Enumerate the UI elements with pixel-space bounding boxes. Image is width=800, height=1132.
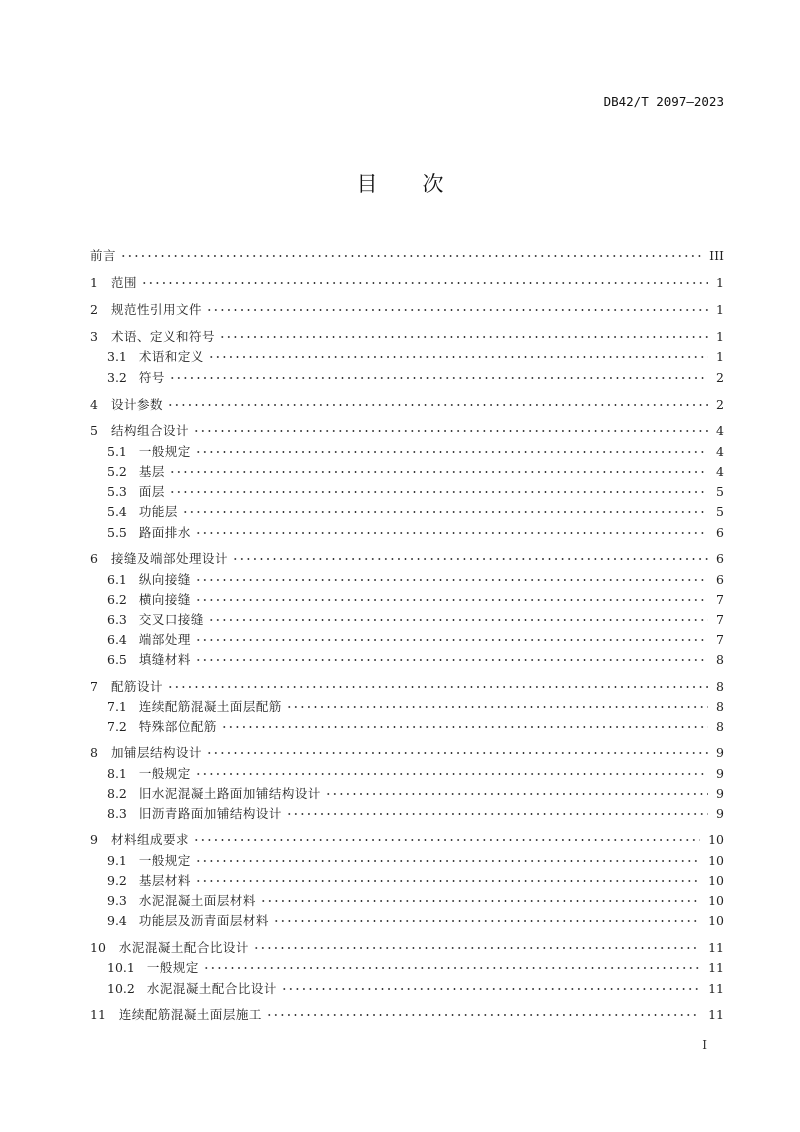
toc-entry[interactable] xyxy=(107,500,724,519)
toc-entry[interactable] xyxy=(90,419,724,438)
toc-entry-page[interactable]: 11 xyxy=(708,960,724,975)
dot-leader xyxy=(195,648,708,664)
toc-entry[interactable] xyxy=(90,547,724,566)
dot-leader xyxy=(182,500,708,516)
dot-leader xyxy=(193,828,700,844)
toc-entry[interactable] xyxy=(107,628,724,647)
toc-entry-label[interactable]: 填缝材料 xyxy=(138,652,191,667)
toc-entry-page[interactable]: 6 xyxy=(716,572,724,587)
toc-entry-label[interactable]: 基层 xyxy=(138,464,165,479)
dot-leader xyxy=(232,547,708,563)
toc-entry-page[interactable]: 4 xyxy=(716,423,724,438)
toc-entry-label[interactable]: 接缝及端部处理设计 xyxy=(110,551,228,566)
dot-leader xyxy=(195,440,708,456)
toc-entry-page[interactable]: 11 xyxy=(708,981,724,996)
dot-leader xyxy=(206,298,708,314)
toc-entry[interactable] xyxy=(107,909,724,928)
toc-entry[interactable] xyxy=(107,889,724,908)
toc-entry-page[interactable]: 6 xyxy=(716,525,724,540)
toc-entry-page[interactable]: 2 xyxy=(716,397,724,412)
toc-entry-label[interactable]: 材料组成要求 xyxy=(110,832,189,847)
dot-leader xyxy=(195,568,708,584)
toc-entry-number: 5.2 xyxy=(107,464,127,479)
dot-leader xyxy=(260,889,700,905)
toc-entry-label[interactable]: 横向接缝 xyxy=(138,592,191,607)
toc-entry-page[interactable]: 9 xyxy=(716,745,724,760)
toc-entry[interactable] xyxy=(107,440,724,459)
toc-entry[interactable] xyxy=(107,782,724,801)
toc-entry-number: 8.3 xyxy=(107,806,127,821)
toc-entry-label[interactable]: 旧沥青路面加铺结构设计 xyxy=(138,806,282,821)
toc-entry-page[interactable]: 1 xyxy=(716,349,724,364)
toc-entry-number: 11 xyxy=(90,1007,106,1022)
toc-entry-number: 8 xyxy=(90,745,98,760)
dot-leader xyxy=(195,521,708,537)
toc-entry[interactable] xyxy=(107,648,724,667)
toc-entry-number: 3.2 xyxy=(107,370,127,385)
toc-entry-page[interactable]: 1 xyxy=(716,302,724,317)
toc-entry[interactable] xyxy=(107,608,724,627)
toc-title-char-2: 次 xyxy=(422,172,444,196)
toc-entry-page[interactable]: 10 xyxy=(708,853,724,868)
toc-entry-page[interactable]: 10 xyxy=(708,893,724,908)
toc-entry[interactable] xyxy=(90,244,724,263)
toc-entry-label[interactable]: 加铺层结构设计 xyxy=(110,745,202,760)
toc-entry-label[interactable]: 功能层及沥青面层材料 xyxy=(138,913,269,928)
dot-leader xyxy=(286,802,708,818)
toc-entry-number: 9 xyxy=(90,832,98,847)
toc-entry-page[interactable]: 1 xyxy=(716,275,724,290)
toc-entry-page[interactable]: 5 xyxy=(716,504,724,519)
dot-leader xyxy=(253,936,700,952)
toc-entry-number: 9.1 xyxy=(107,853,127,868)
toc-entry-page[interactable]: 7 xyxy=(716,592,724,607)
toc-entry-page[interactable]: 10 xyxy=(708,832,724,847)
toc-entry-label[interactable]: 符号 xyxy=(138,370,165,385)
toc-entry-label[interactable]: 一般规定 xyxy=(138,853,191,868)
toc-entry-label[interactable]: 连续配筋混凝土面层施工 xyxy=(118,1007,262,1022)
dot-leader xyxy=(203,956,700,972)
toc-entry-number: 10 xyxy=(90,940,106,955)
toc-entry-number: 6.5 xyxy=(107,652,127,667)
toc-entry-page[interactable]: 1 xyxy=(716,329,724,344)
toc-entry-label[interactable]: 基层材料 xyxy=(138,873,191,888)
toc-entry[interactable] xyxy=(107,521,724,540)
toc-entry-label[interactable]: 规范性引用文件 xyxy=(110,302,202,317)
toc-entry[interactable] xyxy=(90,298,724,317)
toc-entry-number: 10.2 xyxy=(107,981,135,996)
toc-entry[interactable] xyxy=(107,345,724,364)
toc-entry[interactable] xyxy=(107,977,724,996)
toc-entry-page[interactable]: 7 xyxy=(716,632,724,647)
page-number: I xyxy=(702,1038,707,1052)
toc-entry[interactable] xyxy=(90,325,724,344)
dot-leader xyxy=(219,325,708,341)
dot-leader xyxy=(169,460,708,476)
toc-entry-number: 5 xyxy=(90,423,98,438)
dot-leader xyxy=(169,480,708,496)
toc-entry-label[interactable]: 一般规定 xyxy=(138,766,191,781)
dot-leader xyxy=(206,741,708,757)
toc-entry-label[interactable]: 水泥混凝土配合比设计 xyxy=(118,940,249,955)
toc-entry-number: 5.3 xyxy=(107,484,127,499)
toc-entry[interactable] xyxy=(90,1003,724,1022)
toc-entry-number: 5.5 xyxy=(107,525,127,540)
toc-entry-number: 4 xyxy=(90,397,98,412)
toc-entry-number: 3.1 xyxy=(107,349,127,364)
dot-leader xyxy=(195,628,708,644)
toc-entry-page[interactable]: 8 xyxy=(716,679,724,694)
toc-entry-label[interactable]: 路面排水 xyxy=(138,525,191,540)
dot-leader xyxy=(221,715,708,731)
toc-entry[interactable] xyxy=(107,480,724,499)
toc-entry[interactable] xyxy=(107,588,724,607)
toc-entry[interactable] xyxy=(107,762,724,781)
toc-entry-label[interactable]: 端部处理 xyxy=(138,632,191,647)
toc-entry-number: 9.4 xyxy=(107,913,127,928)
toc-entry-label[interactable]: 一般规定 xyxy=(138,444,191,459)
toc-entry[interactable] xyxy=(107,802,724,821)
toc-entry-label[interactable]: 配筋设计 xyxy=(110,679,163,694)
dot-leader xyxy=(167,675,708,691)
toc-entry-number: 6 xyxy=(90,551,98,566)
toc-entry-label[interactable]: 纵向接缝 xyxy=(138,572,191,587)
dot-leader xyxy=(193,419,708,435)
dot-leader xyxy=(266,1003,700,1019)
toc-entry-page[interactable]: III xyxy=(709,248,724,263)
toc-entry[interactable] xyxy=(107,460,724,479)
dot-leader xyxy=(169,366,708,382)
dot-leader xyxy=(208,608,708,624)
toc-entry-number: 1 xyxy=(90,275,98,290)
toc-entry-page[interactable]: 4 xyxy=(716,464,724,479)
toc-title-char-1: 目 xyxy=(356,172,378,196)
toc-entry-page[interactable]: 9 xyxy=(716,786,724,801)
toc-entry-label[interactable]: 交叉口接缝 xyxy=(138,612,204,627)
toc-entry-number: 3 xyxy=(90,329,98,344)
toc-entry[interactable] xyxy=(90,828,724,847)
dot-leader xyxy=(167,393,708,409)
toc-entry-label[interactable]: 面层 xyxy=(138,484,165,499)
toc-entry-label[interactable]: 旧水泥混凝土路面加铺结构设计 xyxy=(138,786,321,801)
dot-leader xyxy=(195,869,700,885)
toc-entry-label[interactable]: 水泥混凝土配合比设计 xyxy=(146,981,277,996)
toc-entry-number: 2 xyxy=(90,302,98,317)
toc-entry-page[interactable]: 10 xyxy=(708,913,724,928)
toc-entry[interactable] xyxy=(107,695,724,714)
toc-entry-label[interactable]: 水泥混凝土面层材料 xyxy=(138,893,256,908)
toc-entry-label[interactable]: 术语和定义 xyxy=(138,349,204,364)
dot-leader xyxy=(273,909,700,925)
toc-entry-number: 7 xyxy=(90,679,98,694)
toc-entry-page[interactable]: 9 xyxy=(716,766,724,781)
toc-entry-label[interactable]: 特殊部位配筋 xyxy=(138,719,217,734)
toc-entry-label[interactable]: 术语、定义和符号 xyxy=(110,329,215,344)
dot-leader xyxy=(120,244,701,260)
toc-title xyxy=(0,168,800,198)
toc-entry[interactable] xyxy=(107,956,724,975)
toc-entry-number: 9.3 xyxy=(107,893,127,908)
toc-entry-number: 6.1 xyxy=(107,572,127,587)
toc-entry-number: 5.1 xyxy=(107,444,127,459)
toc-entry-page[interactable]: 4 xyxy=(716,444,724,459)
toc-entry[interactable] xyxy=(107,869,724,888)
toc-entry[interactable] xyxy=(107,715,724,734)
toc-entry-label[interactable]: 一般规定 xyxy=(146,960,199,975)
dot-leader xyxy=(141,271,708,287)
toc-entry-page[interactable]: 6 xyxy=(716,551,724,566)
dot-leader xyxy=(195,762,708,778)
toc-entry-number: 5.4 xyxy=(107,504,127,519)
toc-entry-page[interactable]: 8 xyxy=(716,719,724,734)
dot-leader xyxy=(208,345,708,361)
toc-entry-number: 6.3 xyxy=(107,612,127,627)
toc-entry-page[interactable]: 9 xyxy=(716,806,724,821)
document-code: DB42/T 2097—2023 xyxy=(603,94,724,109)
toc-entry[interactable] xyxy=(107,568,724,587)
toc-entry-page[interactable]: 5 xyxy=(716,484,724,499)
toc-entry-page[interactable]: 11 xyxy=(708,1007,724,1022)
dot-leader xyxy=(195,588,708,604)
toc-entry-number: 8.1 xyxy=(107,766,127,781)
dot-leader xyxy=(286,695,708,711)
toc-entry[interactable] xyxy=(90,936,724,955)
toc-entry-page[interactable]: 11 xyxy=(708,940,724,955)
toc-entry-number: 10.1 xyxy=(107,960,135,975)
toc-entry-label[interactable]: 设计参数 xyxy=(110,397,163,412)
toc-entry-label[interactable]: 连续配筋混凝土面层配筋 xyxy=(138,699,282,714)
toc-entry-number: 7.2 xyxy=(107,719,127,734)
toc-entry-page[interactable]: 10 xyxy=(708,873,724,888)
toc-entry-number: 6.2 xyxy=(107,592,127,607)
toc-entry-page[interactable]: 8 xyxy=(716,699,724,714)
toc-entry-label[interactable]: 结构组合设计 xyxy=(110,423,189,438)
toc-entry-number: 7.1 xyxy=(107,699,127,714)
toc-entry-page[interactable]: 7 xyxy=(716,612,724,627)
toc-entry-label[interactable]: 功能层 xyxy=(138,504,178,519)
toc-entry[interactable] xyxy=(90,741,724,760)
toc-entry-page[interactable]: 8 xyxy=(716,652,724,667)
toc-entry[interactable] xyxy=(107,366,724,385)
toc-entry-number: 6.4 xyxy=(107,632,127,647)
dot-leader xyxy=(195,849,700,865)
toc-entry[interactable] xyxy=(90,393,724,412)
toc-entry[interactable] xyxy=(90,271,724,290)
dot-leader xyxy=(325,782,708,798)
toc-entry-page[interactable]: 2 xyxy=(716,370,724,385)
toc-entry-number: 9.2 xyxy=(107,873,127,888)
toc-entry-label[interactable]: 范围 xyxy=(110,275,137,290)
toc-entry[interactable] xyxy=(90,675,724,694)
toc-entry-number: 8.2 xyxy=(107,786,127,801)
toc-entry[interactable] xyxy=(107,849,724,868)
dot-leader xyxy=(281,977,700,993)
toc-entry-label[interactable]: 前言 xyxy=(90,248,117,263)
